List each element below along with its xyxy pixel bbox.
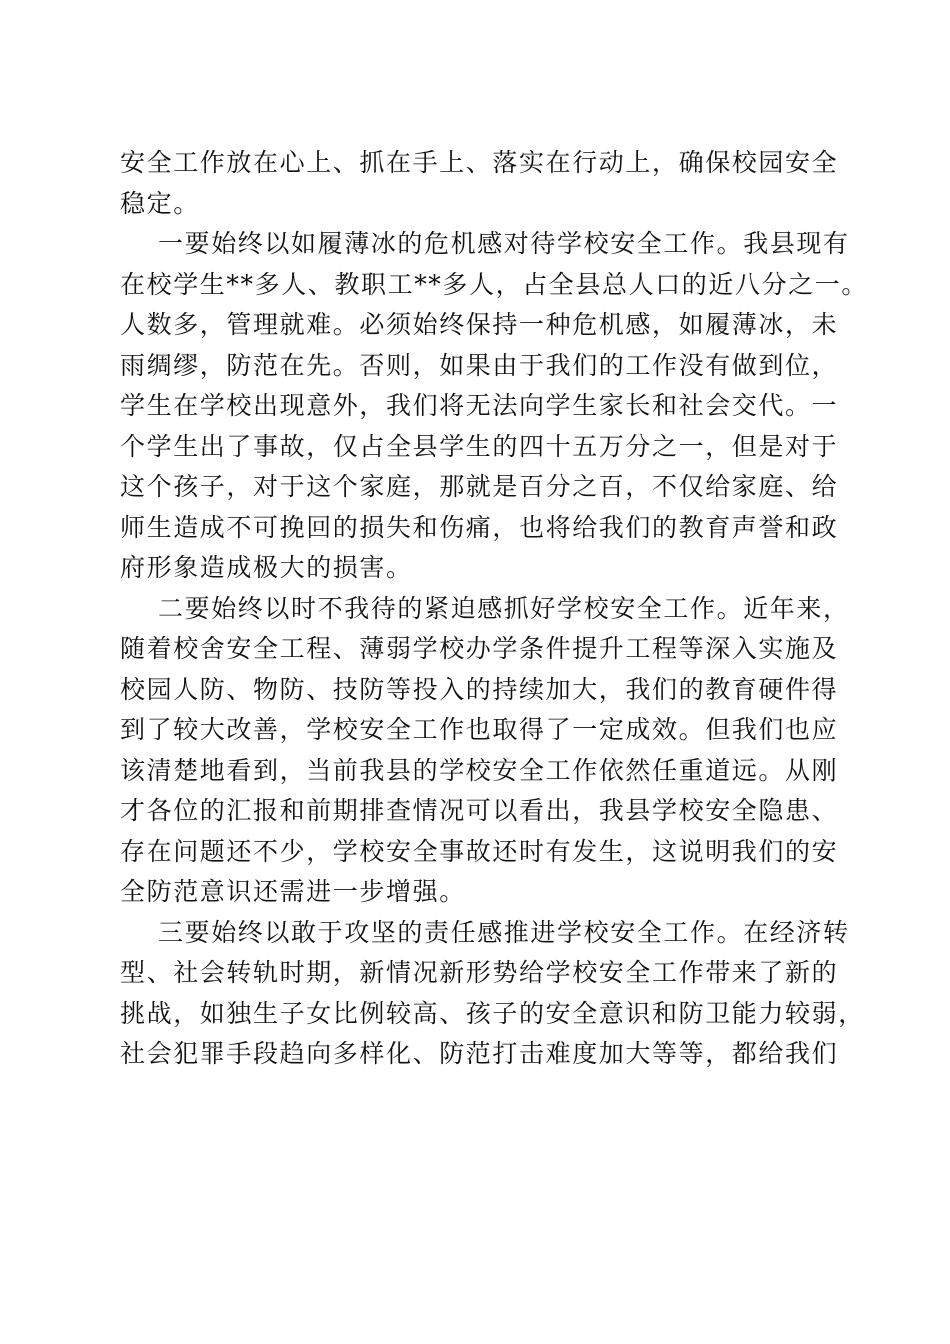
text-line: 个学生出了事故，仅占全县学生的四十五万分之一，但是对于 [120,431,839,461]
text-line: 该清楚地看到，当前我县的学校安全工作依然任重道远。从刚 [120,755,839,785]
text-line: 雨绸缪，防范在先。否则，如果由于我们的工作没有做到位， [120,350,839,380]
paragraph-first-line: 三要始终以敢于攻坚的责任感推进学校安全工作。在经济转 [158,917,850,947]
paragraph-first-line: 二要始终以时不我待的紧迫感抓好学校安全工作。近年来， [158,593,850,623]
paragraph-first-line: 一要始终以如履薄冰的危机感对待学校安全工作。我县现有 [158,229,850,258]
text-line: 在校学生**多人、教职工**多人，占全县总人口的近八分之一。 [120,269,869,299]
text-line: 全防范意识还需进一步增强。 [120,877,466,906]
document-body [120,143,869,1075]
text-line: 随着校舍安全工程、薄弱学校办学条件提升工程等深入实施及 [120,634,839,663]
text-line: 府形象造成极大的损害。 [120,553,413,582]
text-line: 这个孩子，对于这个家庭，那就是百分之百，不仅给家庭、给 [120,472,839,501]
text-line: 师生造成不可挽回的损失和伤痛，也将给我们的教育声誉和政 [120,512,839,542]
text-line: 校园人防、物防、技防等投入的持续加大，我们的教育硬件得 [120,674,839,704]
text-line: 稳定。 [120,188,200,218]
text-line: 存在问题还不少，学校安全事故还时有发生，这说明我们的安 [120,836,839,866]
text-line: 型、社会转轨时期，新情况新形势给学校安全工作带来了新的 [120,958,839,987]
text-line: 学生在学校出现意外，我们将无法向学生家长和社会交代。一 [120,391,839,420]
text-line: 才各位的汇报和前期排查情况可以看出，我县学校安全隐患、 [120,796,839,825]
text-line: 安全工作放在心上、抓在手上、落实在行动上，确保校园安全 [120,148,839,177]
text-line: 挑战，如独生子女比例较高、孩子的安全意识和防卫能力较弱， [120,998,865,1028]
text-line: 到了较大改善，学校安全工作也取得了一定成效。但我们也应 [120,715,839,744]
text-line: 社会犯罪手段趋向多样化、防范打击难度加大等等，都给我们 [120,1039,839,1068]
text-line: 人数多，管理就难。必须始终保持一种危机感，如履薄冰，未 [120,310,839,339]
